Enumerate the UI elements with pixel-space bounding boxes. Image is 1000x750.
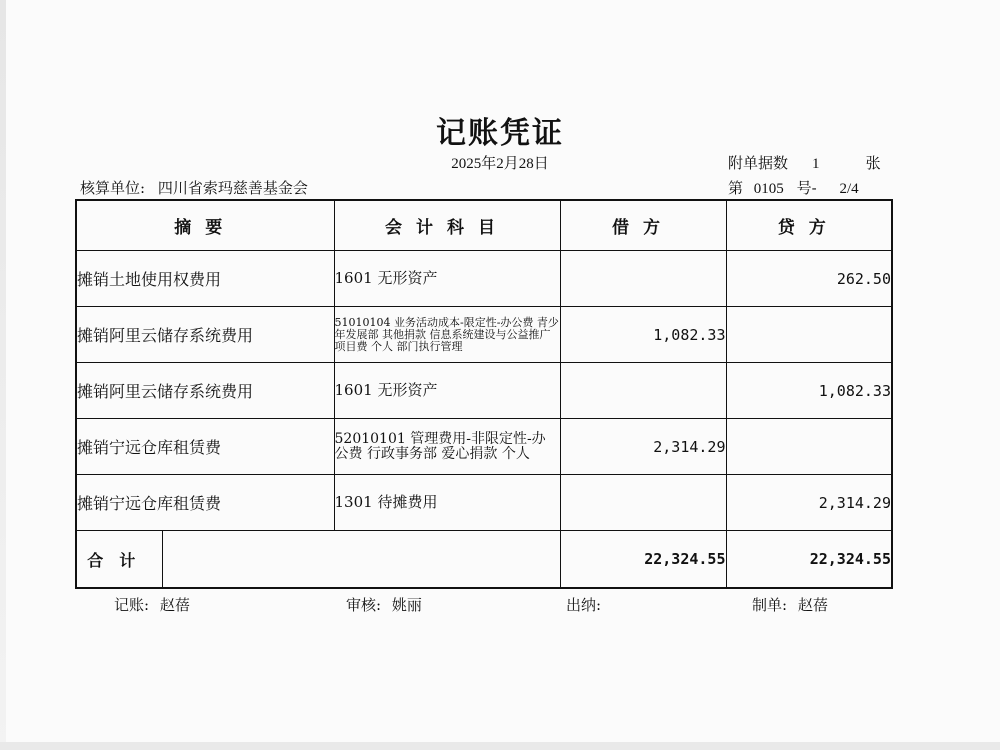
preparer-label: 制单:: [752, 596, 788, 614]
table-row: [76, 419, 892, 475]
attachments-info: [728, 152, 881, 173]
row-debit: 2,314.29: [560, 419, 726, 475]
voucher-no-prefix: 第: [728, 179, 744, 197]
header-debit: 借方: [560, 200, 726, 251]
reviewer-signature: [346, 594, 422, 615]
preparer-name: 赵蓓: [797, 596, 828, 614]
voucher-date: 2025年2月28日: [451, 156, 549, 172]
cashier-signature: [566, 594, 607, 615]
bookkeeper-label: 记账:: [114, 596, 150, 614]
row-summary: 摊销阿里云储存系统费用: [76, 307, 334, 363]
voucher-page: 2/4: [839, 181, 859, 197]
table-row: [76, 363, 892, 419]
voucher-title: 记账凭证: [436, 116, 564, 151]
preparer-signature: [752, 594, 828, 615]
row-credit: 2,314.29: [726, 475, 892, 531]
header-credit: 贷方: [726, 200, 892, 251]
header-account: 会计科目: [334, 200, 560, 251]
unit-name: 四川省索玛慈善基金会: [157, 179, 308, 197]
row-account: 1301 待摊费用: [334, 475, 560, 531]
bookkeeper-signature: [114, 594, 190, 615]
reviewer-name: 姚丽: [391, 596, 422, 614]
table-row: [76, 475, 892, 531]
voucher-no-suffix: 号-: [796, 179, 817, 197]
bookkeeper-name: 赵蓓: [159, 596, 190, 614]
row-summary: 摊销宁远仓库租赁费: [76, 419, 334, 475]
reviewer-label: 审核:: [346, 596, 382, 614]
attachments-label: 附单据数: [728, 154, 789, 172]
row-credit: [726, 307, 892, 363]
voucher-no-value: 0105: [753, 181, 784, 197]
attachments-unit: 张: [865, 154, 881, 172]
row-credit: [726, 419, 892, 475]
table-row: [76, 307, 892, 363]
table-header-row: [76, 200, 892, 251]
voucher-table: [75, 199, 893, 589]
total-credit: 22,324.55: [726, 531, 892, 589]
scan-edge-bottom: [0, 742, 1000, 750]
total-debit: 22,324.55: [560, 531, 726, 589]
row-debit: [560, 251, 726, 307]
cashier-label: 出纳:: [566, 596, 602, 614]
row-summary: 摊销宁远仓库租赁费: [76, 475, 334, 531]
table-row: [76, 251, 892, 307]
row-debit: 1,082.33: [560, 307, 726, 363]
total-label: 合计: [76, 531, 162, 589]
attachments-count: 1: [812, 156, 820, 172]
row-account: 1601 无形资产: [334, 363, 560, 419]
header-summary: 摘要: [76, 200, 334, 251]
accounting-unit: [80, 177, 308, 198]
row-debit: [560, 475, 726, 531]
total-blank-cell: [162, 531, 560, 589]
row-summary: 摊销阿里云储存系统费用: [76, 363, 334, 419]
row-summary: 摊销土地使用权费用: [76, 251, 334, 307]
row-account: 52010101 管理费用-非限定性-办公费 行政事务部 爱心捐款 个人: [334, 419, 560, 475]
row-debit: [560, 363, 726, 419]
voucher-number: [728, 177, 859, 198]
unit-label: 核算单位:: [80, 179, 146, 197]
row-credit: 1,082.33: [726, 363, 892, 419]
row-account: 1601 无形资产: [334, 251, 560, 307]
row-credit: 262.50: [726, 251, 892, 307]
row-account: 51010104 业务活动成本-限定性-办公费 青少年发展部 其他捐款 信息系统建设与公益推广 项目费 个人 部门执行管理: [334, 307, 560, 363]
total-row: [76, 531, 892, 589]
